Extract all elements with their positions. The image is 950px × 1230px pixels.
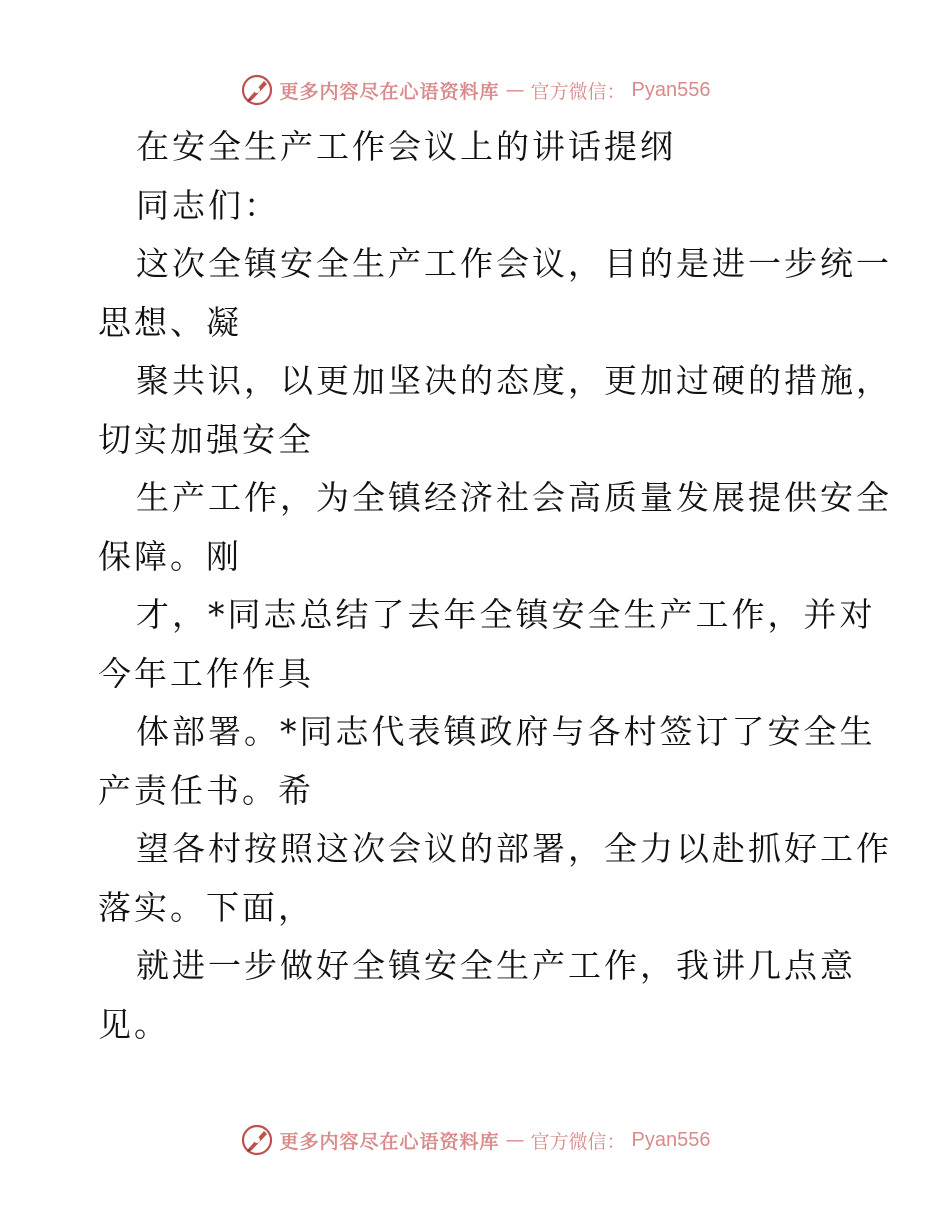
watermark-dash: —	[505, 1129, 525, 1151]
document-title: 在安全生产工作会议上的讲话提纲	[136, 127, 676, 166]
paragraph-line: 体部署。*同志代表镇政府与各村签订了安全生	[136, 712, 876, 751]
watermark-text: 更多内容尽在心语资料库	[279, 80, 500, 103]
paragraph-line: 望各村按照这次会议的部署，全力以赴抓好工作	[136, 829, 892, 868]
watermark-wechat-label: 官方微信：	[530, 80, 626, 103]
header-watermark	[0, 70, 950, 110]
paragraph-line: 聚共识，以更加坚决的态度，更加过硬的措施，	[136, 361, 892, 400]
quill-pen-icon	[240, 73, 274, 107]
paragraph-line: 就进一步做好全镇安全生产工作，我讲几点意	[136, 946, 856, 985]
paragraph-line: 见。	[98, 1004, 170, 1044]
watermark-dash: —	[505, 79, 525, 101]
document-body	[98, 118, 892, 1054]
salutation: 同志们：	[136, 185, 280, 225]
watermark-wechat-id: Pyan556	[631, 78, 711, 101]
paragraph-line: 切实加强安全	[98, 419, 314, 459]
watermark-wechat-id: Pyan556	[631, 1128, 711, 1151]
paragraph-line: 落实。下面，	[98, 887, 314, 927]
paragraph-line: 这次全镇安全生产工作会议，目的是进一步统一	[136, 244, 892, 283]
quill-pen-icon	[240, 1123, 274, 1157]
watermark-text: 更多内容尽在心语资料库	[279, 1130, 500, 1153]
paragraph-line: 产责任书。希	[98, 770, 314, 810]
footer-watermark	[0, 1120, 950, 1160]
paragraph-line: 今年工作作具	[98, 653, 314, 693]
watermark-wechat-label: 官方微信：	[530, 1130, 626, 1153]
paragraph-line: 生产工作，为全镇经济社会高质量发展提供安全	[136, 478, 892, 517]
paragraph-line: 保障。刚	[98, 536, 242, 576]
paragraph-line: 思想、凝	[98, 302, 242, 342]
paragraph-line: 才，*同志总结了去年全镇安全生产工作，并对	[136, 595, 876, 634]
